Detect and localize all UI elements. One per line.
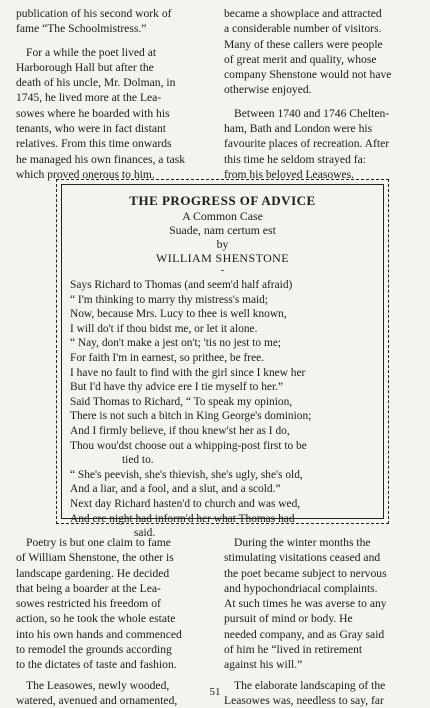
text-line: At such times he was averse to any: [224, 597, 387, 611]
text-line: a considerable number of visitors.: [224, 22, 382, 36]
poem-box: [56, 179, 389, 540]
text-line: 1745, he lived more at the Lea-: [16, 91, 162, 105]
poem-line: Says Richard to Thomas (and seem'd half afraid): [70, 279, 293, 291]
poem-line: I have no fault to find with the girl since I knew her: [70, 366, 306, 379]
poem-author: WILLIAM SHENSTONE: [156, 251, 289, 265]
text-line: action, so he took the whole estate: [16, 612, 176, 626]
text-line: During the winter months the: [234, 536, 371, 549]
poem-line: And ere night had inform'd her what Thomas had: [70, 512, 295, 525]
text-line: and hypochondriacal complaints.: [224, 581, 378, 595]
text-line: that being a boarder at the Lea-: [16, 581, 161, 595]
top-right-column: [224, 6, 420, 182]
poem-line: “ Nay, don't make a jest on't; 'tis no jest to me;: [70, 337, 282, 350]
poem-line: tied to.: [122, 454, 154, 467]
text-line: of great merit and quality, whose: [224, 52, 377, 66]
text-line: tenants, who were in fact distant: [16, 122, 167, 136]
bottom-left-column: [16, 535, 213, 708]
text-line: of him he “lived in retirement: [224, 643, 363, 657]
text-line: to the dictates of taste and fashion.: [16, 658, 177, 672]
poem-line: But I'd have thy advice ere I tie myself to her.”: [70, 381, 284, 394]
poem-line: “ I'm thinking to marry thy mistress's maid;: [70, 293, 269, 306]
text-line: publication of his second work of: [16, 7, 172, 20]
text-line: needed company, and as Gray said: [224, 627, 385, 641]
text-line: sowes restricted his freedom of: [16, 597, 161, 611]
poem-line: Said Thomas to Richard, “ To speak my opinion,: [70, 395, 293, 408]
text-line: Between 1740 and 1746 Chelten-: [234, 106, 390, 120]
text-line: fame “The Schoolmistress.”: [16, 22, 147, 36]
text-line: landscape gardening. He decided: [16, 566, 170, 580]
text-line: The Leasowes, newly wooded,: [26, 678, 170, 692]
poem-box-inner: [61, 184, 384, 540]
text-line: Poetry is but one claim to fame: [26, 536, 171, 549]
poem-line: Next day Richard hasten'd to church and was wed,: [70, 497, 301, 510]
poem-line: said.: [134, 527, 156, 540]
text-line: sowes where he boarded with his: [16, 106, 170, 120]
poem-line: “ She's peevish, she's thievish, she's ugly, she's old,: [70, 468, 303, 481]
text-line: The elaborate landscaping of the: [234, 678, 386, 692]
poem-by: by: [216, 237, 229, 251]
page-number: 51: [209, 686, 221, 698]
text-line: stimulating visitations ceased and: [224, 551, 381, 565]
text-line: watered, avenued and ornamented,: [16, 693, 178, 707]
poem-subtitle: A Common Case: [182, 209, 263, 223]
poem-separator: -: [220, 265, 225, 276]
text-line: Leasowes was, needless to say, far: [224, 693, 384, 707]
poem-motto: Suade, nam certum est: [169, 223, 276, 237]
text-line: ham, Bath and London were his: [224, 122, 373, 136]
text-line: became a showplace and attracted: [224, 7, 382, 20]
poem-line: For faith I'm in earnest, so prithee, be free.: [70, 351, 265, 364]
poem-line: Now, because Mrs. Lucy to thee is well known,: [70, 308, 287, 321]
text-line: he managed his own finances, a task: [16, 152, 186, 166]
text-line: pursuit of mind or body. He: [224, 612, 353, 626]
text-line: otherwise enjoyed.: [224, 83, 312, 97]
text-line: to remodel the grounds according: [16, 643, 172, 657]
text-line: of William Shenstone, the other is: [16, 551, 174, 565]
text-line: For a while the poet lived at: [26, 45, 157, 59]
text-line: relatives. From this time onwards: [16, 137, 172, 151]
text-line: Harborough Hall but after the: [16, 60, 154, 74]
text-line: against his will.”: [224, 658, 303, 672]
text-line: company Shenstone would not have: [224, 68, 392, 82]
poem-line: I will do't if thou bidst me, or let it alone.: [70, 322, 258, 335]
text-line: Many of these callers were people: [224, 37, 383, 51]
text-line: this time he seldom strayed fa:: [224, 152, 366, 166]
poem-line: And a liar, and a fool, and a slut, and a scold.”: [70, 483, 281, 496]
text-line: into his own hands and commenced: [16, 627, 182, 641]
text-line: favourite places of recreation. After: [224, 137, 390, 151]
text-line: the poet became subject to nervous: [224, 566, 387, 580]
text-line: from his beloved Leasowes.: [224, 167, 355, 181]
poem-body: [70, 278, 375, 541]
poem-line: And I firmly believe, if thou knew'st her as I do,: [70, 424, 290, 437]
poem-line: Thou wou'dst choose out a whipping-post first to be: [70, 439, 307, 452]
text-line: which proved onerous to him.: [16, 167, 155, 181]
poem-line: There is not such a bitch in King George's dominion;: [70, 410, 312, 423]
text-line: death of his uncle, Mr. Dolman, in: [16, 76, 176, 90]
bottom-right-column: [224, 535, 420, 708]
top-left-column: [16, 6, 213, 182]
poem-title: THE PROGRESS OF ADVICE: [129, 193, 316, 208]
